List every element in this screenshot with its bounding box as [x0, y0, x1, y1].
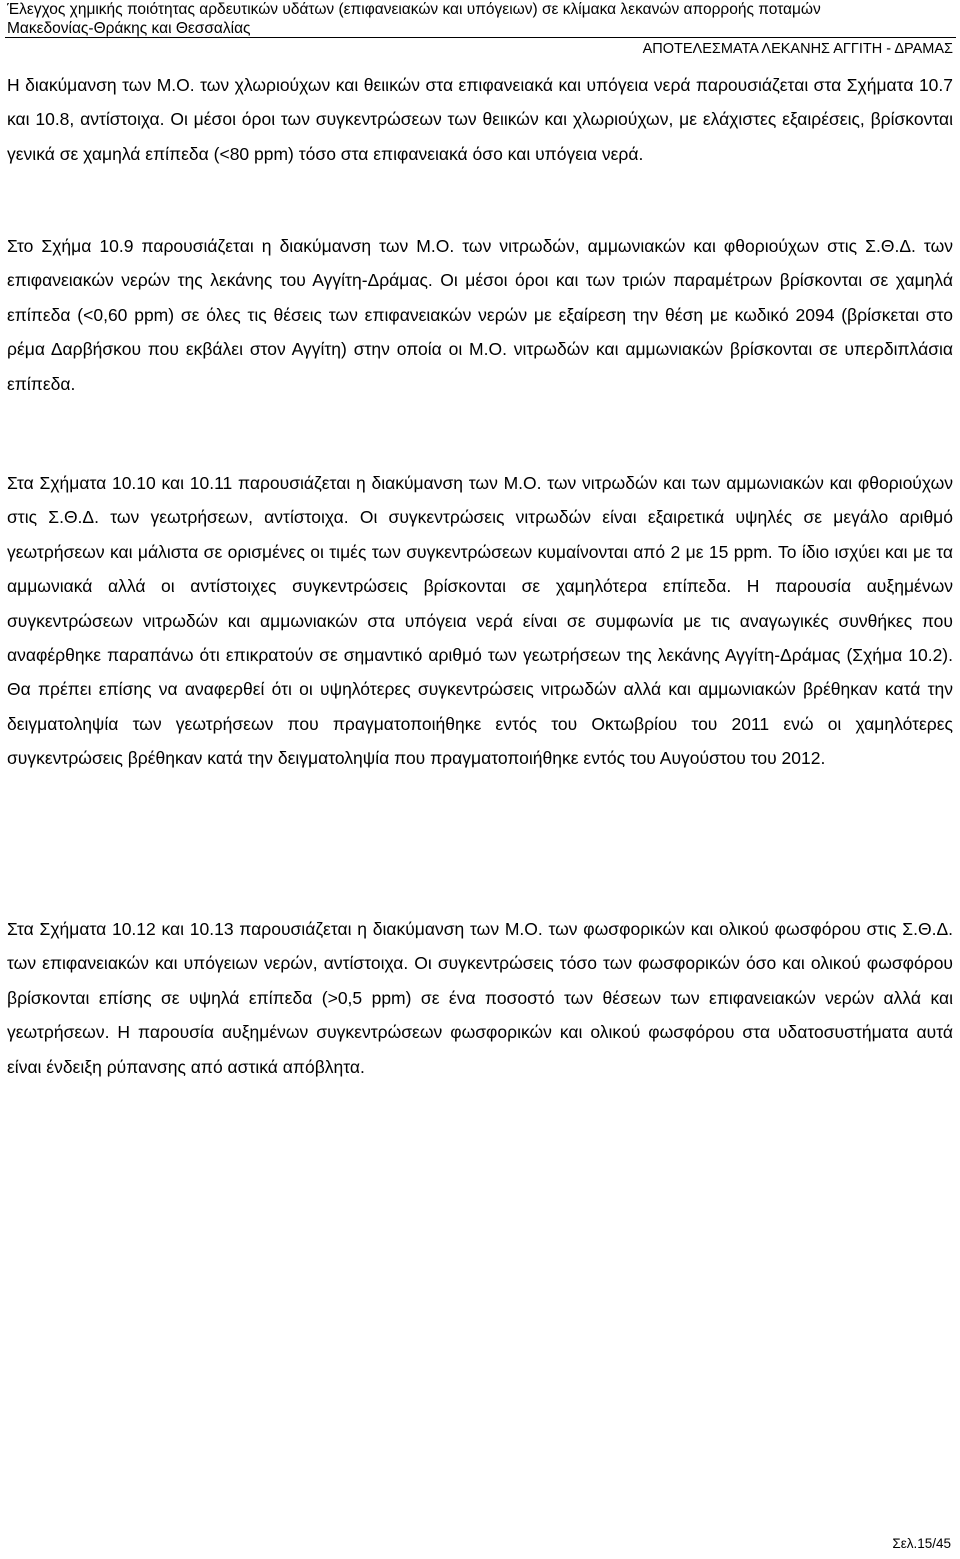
paragraph-surface-nitrites — [7, 229, 953, 401]
header-title-line-1: Έλεγχος χημικής ποιότητας αρδευτικών υδάτων (επιφανειακών και υπόγειων) σε κλίμακα λεκανών απορροής ποταμών — [7, 1, 821, 18]
paragraph-text: Στα Σχήματα 10.10 και 10.11 παρουσιάζεται η διακύμανση των Μ.Ο. των νιτρωδών και των αμμωνιακών και φθοριούχων στις Σ.Θ.Δ. των γεωτρήσεων, αντίστοιχα. Οι συγκεντρώσεις νιτρωδών είναι εξαιρετικά υψηλές σε μεγάλο αριθμό γεωτρήσεων και μάλιστα σε ορισμένες οι τιμές των συγκεντρώσεων κυμαίνονται από 2 με 15 ppm. Το ίδιο ισχύει και με τα αμμωνιακά αλλά οι αντίστοιχες συγκεντρώσεις βρίσκονται σε χαμηλότερα επίπεδα. Η παρουσία αυξημένων συγκεντρώσεων νιτρωδών και αμμωνιακών στα υπόγεια νερά είναι σε συμφωνία με τις αναγωγικές συνθήκες που αναφέρθηκε παραπάνω ότι επικρατούν σε σημαντικό αριθμό των γεωτρήσεων της λεκάνης Αγγίτη-Δράμας (Σχήμα 10.2). Θα πρέπει επίσης να αναφερθεί ότι οι υψηλότερες συγκεντρώσεις νιτρωδών αλλά και αμμωνιακών βρέθηκαν κατά την δειγματοληψία των γεωτρήσεων που πραγματοποιήθηκε εντός του Οκτωβρίου του 2011 ενώ οι χαμηλότερες συγκεντρώσεις βρέθηκαν κατά την δειγματοληψία που πραγματοποιήθηκε εντός του Αυγούστου του 2012. — [7, 473, 953, 769]
paragraph-chlorides-sulfates — [7, 68, 953, 171]
paragraph-text: Η διακύμανση των Μ.Ο. των χλωριούχων και θειικών στα επιφανειακά και υπόγεια νερά παρουσιάζεται στα Σχήματα 10.7 και 10.8, αντίστοιχα. Οι μέσοι όροι των συγκεντρώσεων των θειικών και χλωριούχων, με ελάχιστες εξαιρέσεις, βρίσκονται γενικά σε χαμηλά επίπεδα (<80 ppm) τόσο στα επιφανειακά όσο και υπόγεια νερά. — [7, 75, 953, 164]
header-divider — [5, 37, 956, 38]
header-title-line-2: Μακεδονίας-Θράκης και Θεσσαλίας — [7, 20, 251, 37]
section-title: ΑΠΟΤΕΛΕΣΜΑΤΑ ΛΕΚΑΝΗΣ ΑΓΓΙΤΗ - ΔΡΑΜΑΣ — [642, 41, 953, 57]
paragraph-groundwater-nitrites — [7, 466, 953, 776]
running-header — [7, 0, 955, 38]
paragraph-text: Στα Σχήματα 10.12 και 10.13 παρουσιάζεται η διακύμανση των Μ.Ο. των φωσφορικών και ολικού φωσφόρου στις Σ.Θ.Δ. των επιφανειακών και υπόγειων νερών, αντίστοιχα. Οι συγκεντρώσεις τόσο των φωσφορικών όσο και ολικού φωσφόρου βρίσκονται επίσης σε υψηλά επίπεδα (>0,5 ppm) σε ένα ποσοστό των θέσεων των επιφανειακών νερών αλλά και γεωτρήσεων. Η παρουσία αυξημένων συγκεντρώσεων φωσφορικών και ολικού φωσφόρου στα υδατοσυστήματα αυτά είναι ένδειξη ρύπανσης από αστικά απόβλητα. — [7, 919, 953, 1077]
page-number: Σελ.15/45 — [892, 1536, 951, 1551]
paragraph-phosphates — [7, 912, 953, 1084]
paragraph-text: Στο Σχήμα 10.9 παρουσιάζεται η διακύμανση των Μ.Ο. των νιτρωδών, αμμωνιακών και φθοριούχων στις Σ.Θ.Δ. των επιφανειακών νερών της λεκάνης του Αγγίτη-Δράμας. Οι μέσοι όροι και των τριών παραμέτρων βρίσκονται σε χαμηλά επίπεδα (<0,60 ppm) σε όλες τις θέσεις των επιφανειακών νερών με εξαίρεση την θέση με κωδικό 2094 (βρίσκεται στο ρέμα Δαρβήσκου που εκβάλει στον Αγγίτη) στην οποία οι Μ.Ο. νιτρωδών και αμμωνιακών βρίσκονται σε υπερδιπλάσια επίπεδα. — [7, 236, 953, 394]
